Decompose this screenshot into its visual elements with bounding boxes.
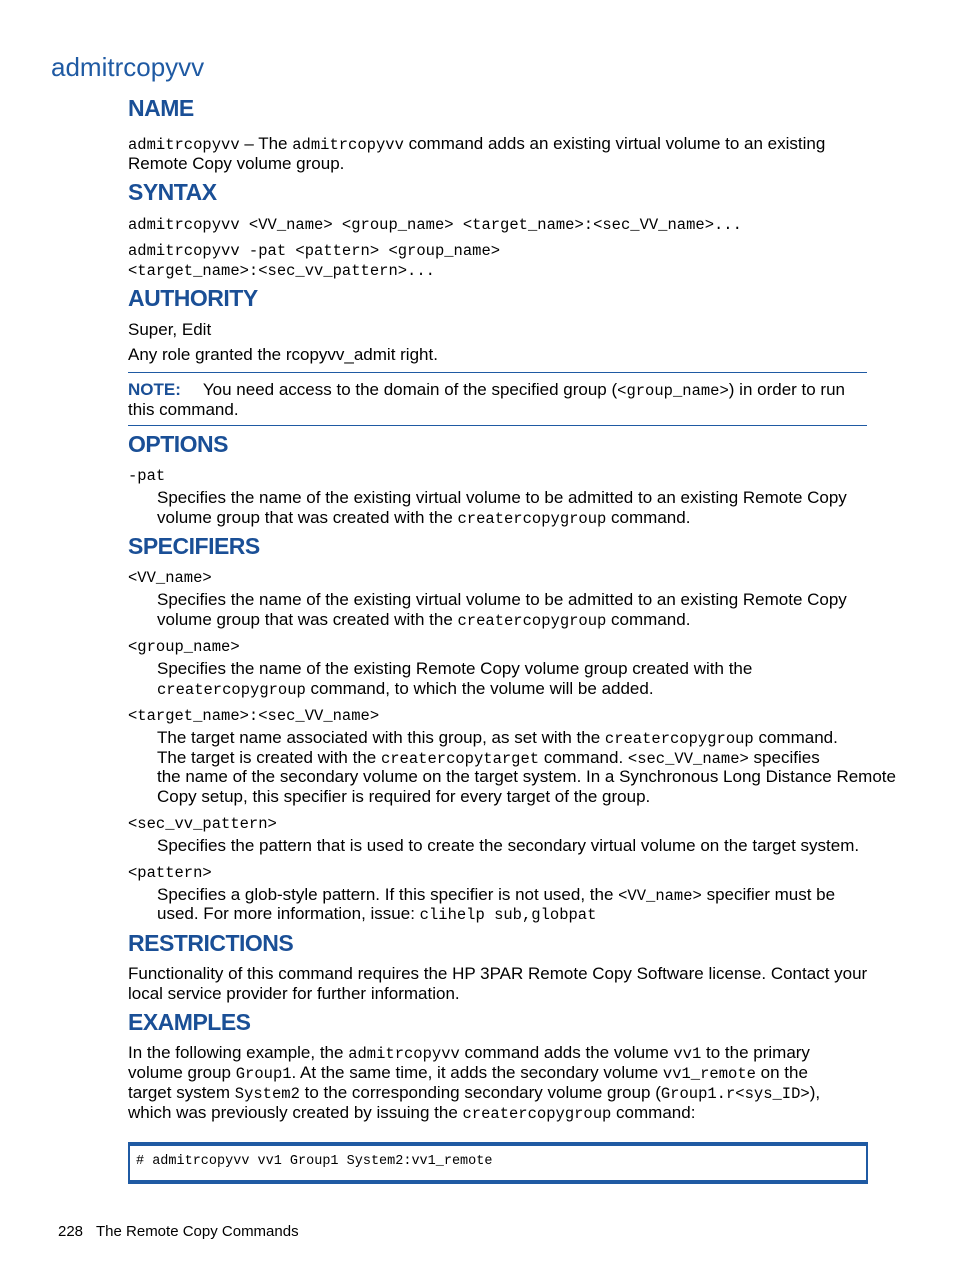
specifier-term-vv-name: <VV_name> [128,569,212,587]
specifier-target-name-line-3: the name of the secondary volume on the target system. In a Synchronous Long Distance Remote [157,767,896,786]
note-bottom-rule [128,425,867,426]
heading-name: NAME [128,95,194,121]
specifier-pattern-line-2: used. For more information, issue: clihelp sub,globpat [157,904,597,924]
note-top-rule [128,372,867,373]
name-line-2: Remote Copy volume group. [128,154,345,173]
note-label: NOTE: [128,380,181,399]
examples-line-4: which was previously created by issuing the creatercopygroup command: [128,1103,696,1123]
heading-options: OPTIONS [128,431,229,457]
examples-line-1: In the following example, the admitrcopyvv command adds the volume vv1 to the primary [128,1043,810,1063]
syntax-line-2: admitrcopyvv -pat <pattern> <group_name> [128,242,501,260]
page-number: 228 [58,1223,84,1240]
specifier-target-name-line-4: Copy setup, this specifier is required for every target of the group. [157,787,651,806]
authority-line-2: Any role granted the rcopyvv_admit right. [128,345,438,364]
note-line-2: this command. [128,400,239,419]
specifier-sec-vv-pattern-line-1: Specifies the pattern that is used to create the secondary virtual volume on the target system. [157,836,860,855]
specifier-target-name-line-1: The target name associated with this group, as set with the creatercopygroup command. [157,728,838,748]
specifier-group-name-line-2: creatercopygroup command, to which the volume will be added. [157,679,654,699]
heading-authority: AUTHORITY [128,285,258,311]
heading-syntax: SYNTAX [128,179,217,205]
specifier-term-pattern: <pattern> [128,864,212,882]
heading-specifiers: SPECIFIERS [128,533,260,559]
chapter-title: The Remote Copy Commands [96,1223,299,1240]
specifier-term-target-name: <target_name>:<sec_VV_name> [128,707,380,725]
specifier-term-sec-vv-pattern: <sec_vv_pattern> [128,815,277,833]
option-desc-line-1: Specifies the name of the existing virtual volume to be admitted to an existing Remote Copy [157,488,847,507]
specifier-vv-name-line-1: Specifies the name of the existing virtual volume to be admitted to an existing Remote Copy [157,590,847,609]
code-example-box [128,1142,868,1184]
page-title: admitrcopyvv [51,52,205,82]
code-example: # admitrcopyvv vv1 Group1 System2:vv1_remote [136,1154,493,1169]
examples-line-3: target system System2 to the corresponding secondary volume group (Group1.r<sys_ID>), [128,1083,821,1103]
authority-line-1: Super, Edit [128,320,212,339]
specifier-group-name-line-1: Specifies the name of the existing Remote Copy volume group created with the [157,659,753,678]
specifier-vv-name-line-2: volume group that was created with the creatercopygroup command. [157,610,691,630]
syntax-line-3: <target_name>:<sec_vv_pattern>... [128,262,435,280]
restrictions-line-2: local service provider for further information. [128,984,460,1003]
name-line-1: admitrcopyvv – The admitrcopyvv command adds an existing virtual volume to an existing [128,134,826,154]
restrictions-line-1: Functionality of this command requires the HP 3PAR Remote Copy Software license. Contact your [128,964,868,983]
option-term-pat: -pat [128,467,166,485]
option-desc-line-2: volume group that was created with the creatercopygroup command. [157,508,691,528]
heading-restrictions: RESTRICTIONS [128,930,294,956]
note-line-1: NOTE: You need access to the domain of the specified group (<group_name>) in order to run [128,380,846,400]
syntax-line-1: admitrcopyvv <VV_name> <group_name> <target_name>:<sec_VV_name>... [128,216,742,234]
specifier-pattern-line-1: Specifies a glob-style pattern. If this specifier is not used, the <VV_name> specifier must be [157,885,836,905]
specifier-term-group-name: <group_name> [128,638,240,656]
examples-line-2: volume group Group1. At the same time, it adds the secondary volume vv1_remote on the [128,1063,808,1083]
heading-examples: EXAMPLES [128,1009,251,1035]
specifier-target-name-line-2: The target is created with the creatercopytarget command. <sec_VV_name> specifies [157,748,820,768]
